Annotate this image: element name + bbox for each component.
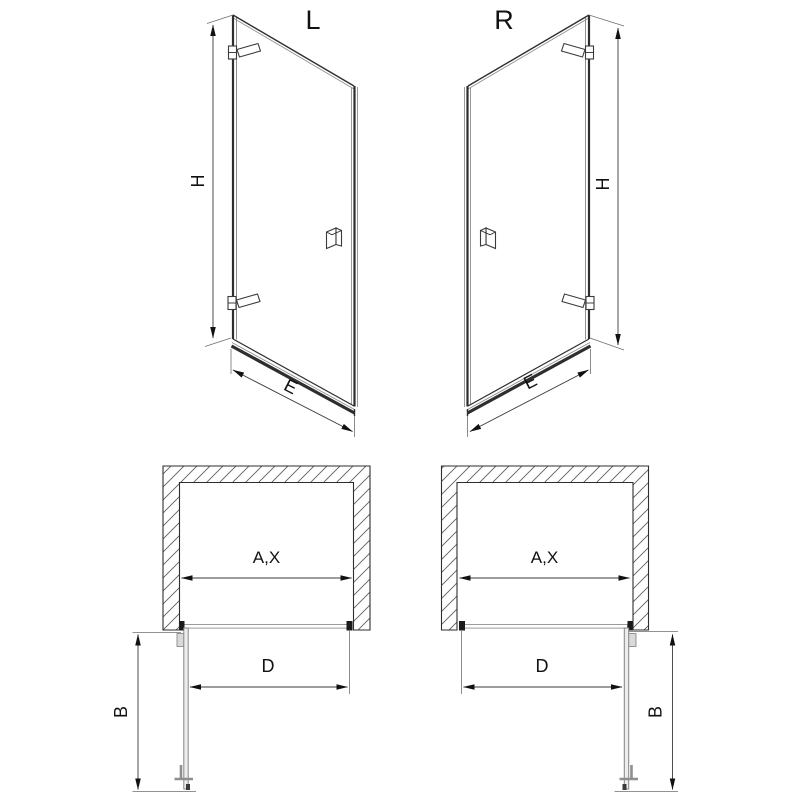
hinge-plate <box>562 44 586 58</box>
door-closed-profile <box>184 625 350 629</box>
dimension-label-opening: A,X <box>530 548 559 567</box>
dimension-label-door: D <box>261 656 275 676</box>
handle-front-face <box>486 228 496 249</box>
hinge-bottom <box>562 294 594 310</box>
dimension-label-width: E <box>520 370 541 394</box>
dimension-label-depth: B <box>645 705 666 719</box>
dimension-label-opening: A,X <box>252 548 281 567</box>
door-open-profile <box>184 628 188 789</box>
door-closed-profile <box>462 625 628 629</box>
plan-view-right <box>442 466 679 792</box>
door-open-end-cap <box>623 784 627 790</box>
dimension-door-width-right <box>462 631 623 694</box>
pivot-hinge-plan <box>629 634 637 647</box>
dimension-opening-left <box>182 548 352 578</box>
dimension-label-depth: B <box>111 705 131 719</box>
wall-mount-strike-side <box>347 621 353 631</box>
dimension-width-right <box>468 349 591 437</box>
dimension-depth-left <box>111 633 196 792</box>
perspective-view-left <box>188 5 358 437</box>
plan-view-left <box>111 466 370 792</box>
door-open-profile <box>624 628 628 789</box>
hinge-plate <box>237 44 261 58</box>
dimension-width-left <box>231 349 355 437</box>
door-edge-bottom <box>233 339 354 406</box>
dimension-label-door: D <box>535 656 549 676</box>
door-handle <box>327 228 342 249</box>
dimension-height-left <box>188 15 233 347</box>
dimension-opening-right <box>460 548 630 578</box>
handle-front-face <box>327 228 337 249</box>
dimension-label-width: E <box>280 375 301 399</box>
hinge-top <box>229 44 261 60</box>
dimension-label-height: H <box>593 177 613 191</box>
hinge-plate <box>562 294 586 308</box>
door-open-end-cap <box>186 784 190 790</box>
dimension-label-height: H <box>188 174 208 188</box>
wall-mount-strike-side <box>459 621 465 631</box>
hinge-bottom <box>228 294 260 310</box>
perspective-view-right <box>465 5 625 437</box>
variant-label-left: L <box>305 5 321 35</box>
hinge-plate <box>237 294 261 308</box>
dimension-door-width-left <box>190 631 350 694</box>
hinge-top <box>562 44 594 60</box>
door-handle <box>481 228 496 249</box>
variant-label-right: R <box>494 5 514 35</box>
